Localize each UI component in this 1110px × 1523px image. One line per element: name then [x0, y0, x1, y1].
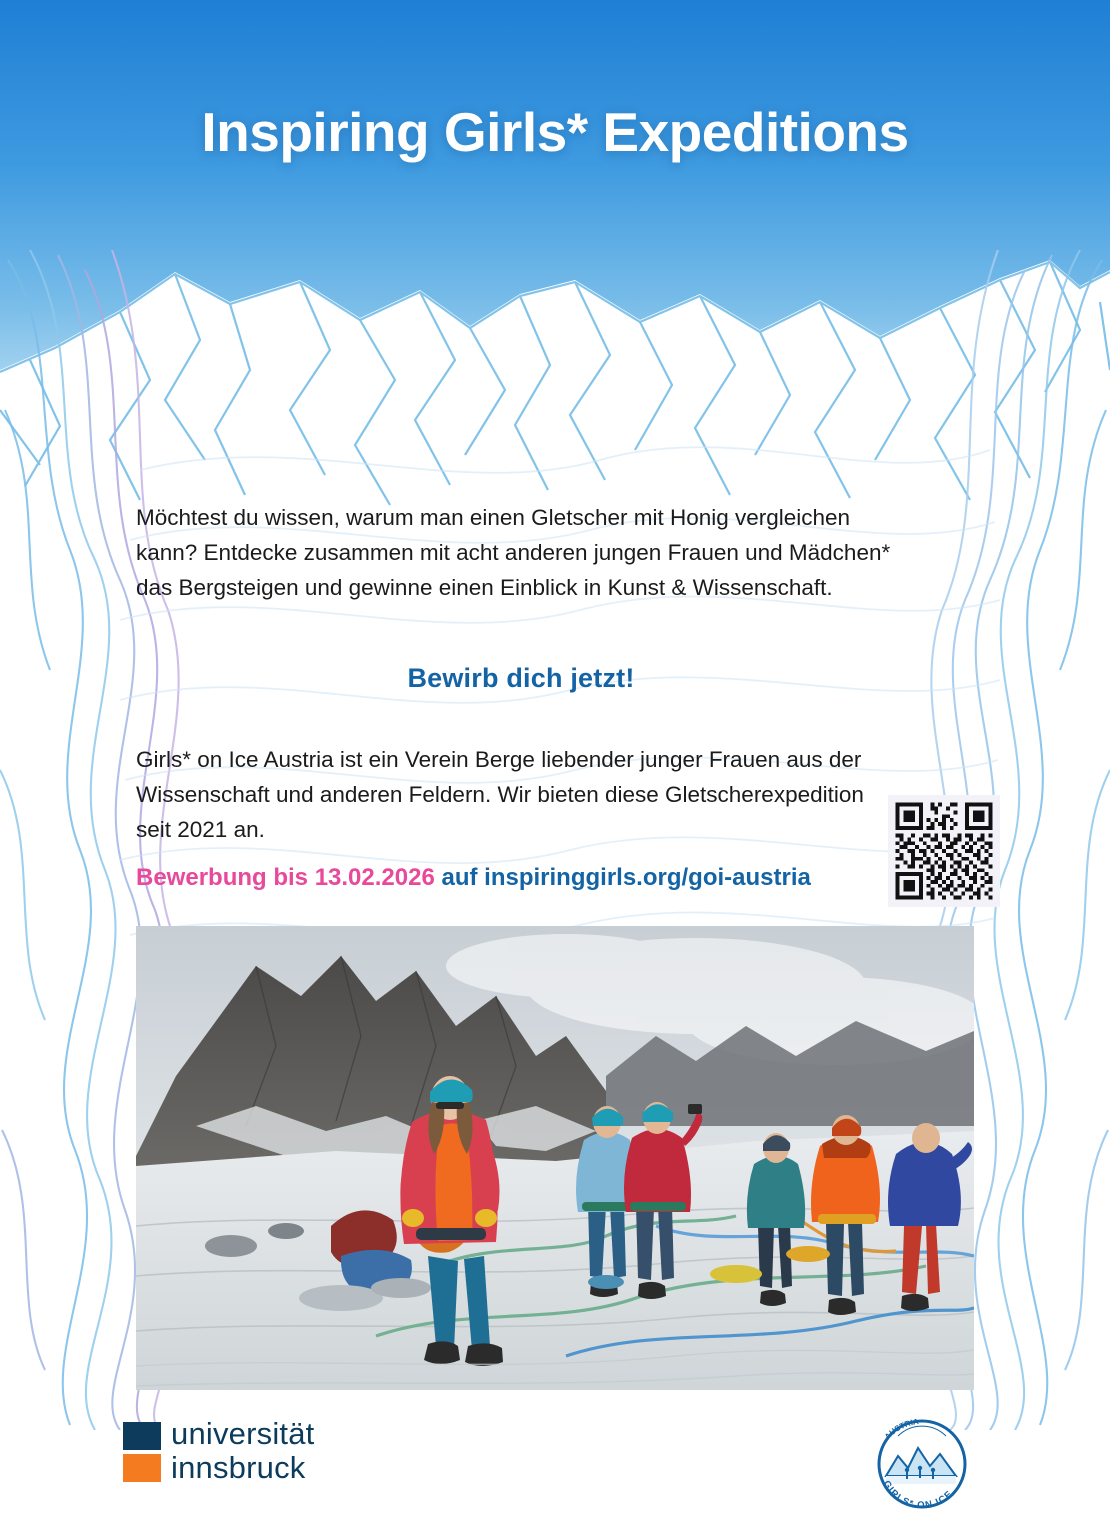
university-name [171, 1417, 315, 1485]
uibk-square-navy [123, 1422, 161, 1450]
deadline-line [136, 862, 926, 894]
goi-austria-text: AUSTRIA [882, 1417, 920, 1442]
uibk-square-orange [123, 1454, 161, 1482]
expedition-photo [136, 926, 974, 1390]
application-link[interactable]: auf inspiringgirls.org/goi-austria [441, 864, 811, 891]
qr-code[interactable] [888, 795, 1000, 907]
intro-paragraph: Möchtest du wissen, warum man einen Gletscher mit Honig vergleichen kann? Entdecke zusammen mit acht anderen jungen Frauen und Mädchen* das Bergsteigen und gewinne einen Einblick in Kunst & Wissenschaft. [136, 505, 891, 600]
university-line-1: universität [171, 1416, 315, 1451]
about-paragraph: Girls* on Ice Austria ist ein Verein Berge liebender junger Frauen aus der Wissenschaft und anderen Feldern. Wir bieten diese Gletscherexpedition seit 2021 an. [136, 747, 864, 842]
uibk-squares-icon [123, 1422, 161, 1482]
goi-name-text: GIRLS* ON ICE [880, 1478, 956, 1512]
girls-on-ice-logo [862, 1412, 982, 1512]
university-innsbruck-logo [123, 1416, 383, 1485]
page-title: Inspiring Girls* Expeditions [201, 101, 909, 163]
university-line-2: innsbruck [171, 1450, 306, 1485]
call-to-action-heading: Bewirb dich jetzt! [407, 663, 635, 693]
deadline-date: Bewerbung bis 13.02.2026 [136, 864, 435, 891]
